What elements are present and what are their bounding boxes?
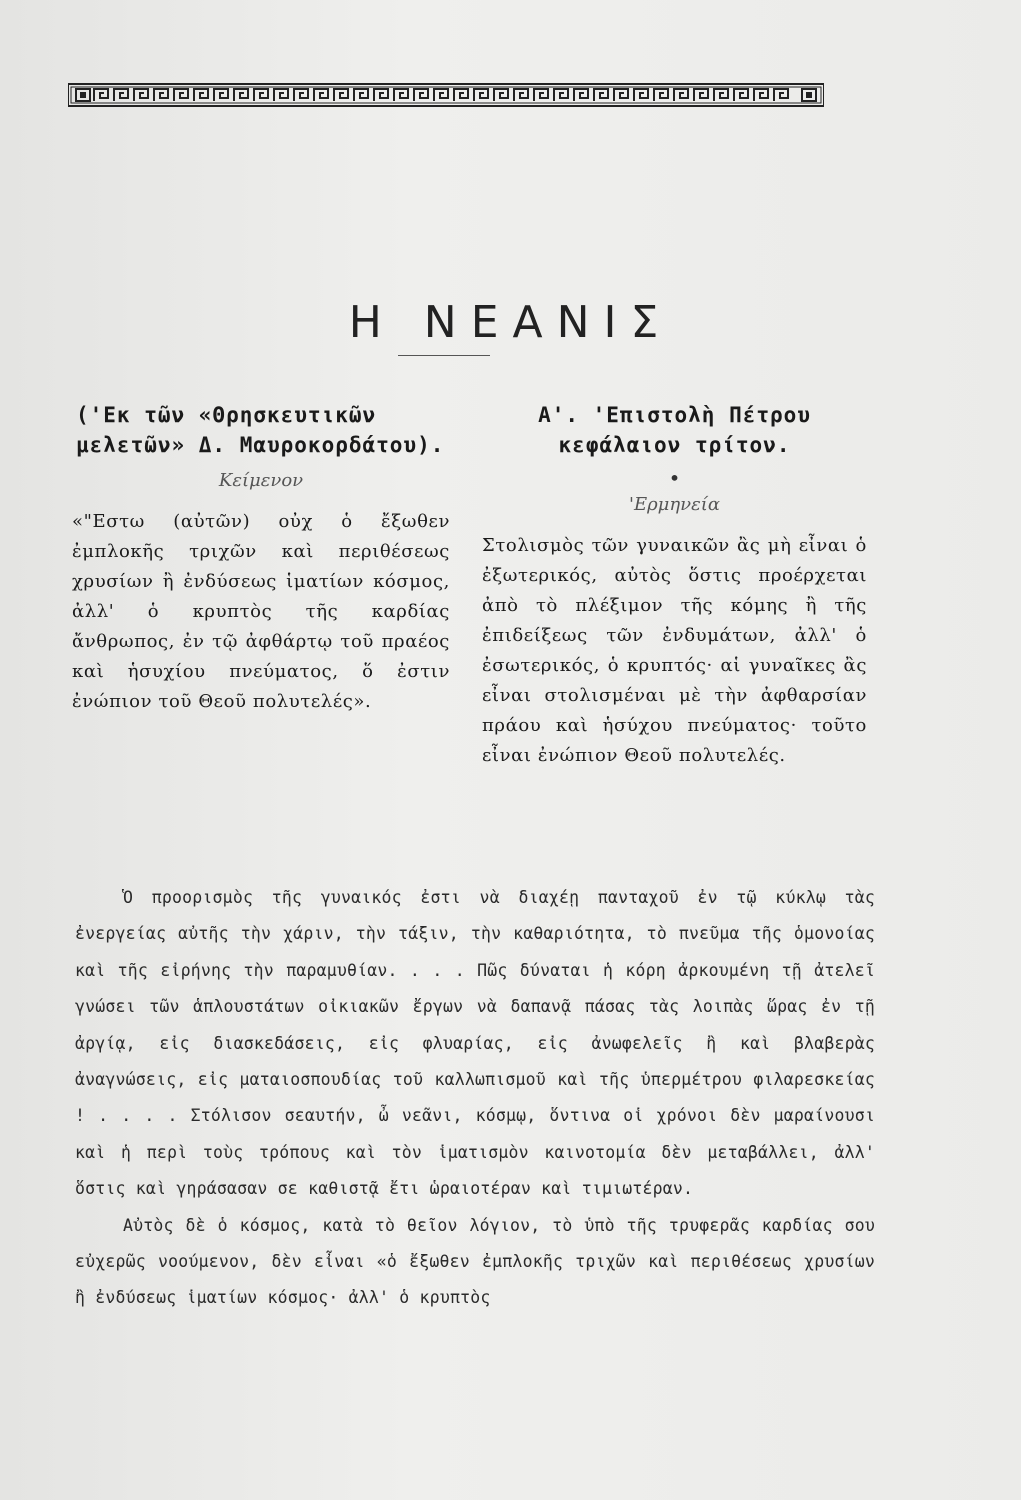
body-paragraph: Αὐτὸς δὲ ὁ κόσμος, κατὰ τὸ θεῖον λόγιον, τὸ ὑπὸ τῆς τρυφερᾶς καρδίας σου εὐχερῶς νοούμενον, δὲν εἶναι «ὁ ἔξωθεν ἐμπλοκῆς τριχῶν καὶ περιθέσεως χρυσίων ἢ ἐνδύσεως ἱματίων κόσμος· ἀλλ' ὁ κρυπτὸς [75,1215,875,1308]
title-divider [398,355,490,356]
left-column-text: «"Εστω (αὐτῶν) οὐχ ὁ ἔξωθεν ἐμπλοκῆς τριχῶν καὶ περιθέσεως χρυσίων ἢ ἐνδύσεως ἱματίων κόσμος, ἀλλ' ὁ κρυπτὸς τῆς καρδίας ἄνθρωπος, ἐν τῷ ἀφθάρτῳ τοῦ πραέος καὶ ἡσυχίου πνεύματος, ὅ ἐστιν ἐνώπιον τοῦ Θεοῦ πολυτελές». [72,511,450,712]
left-column-heading: ('Εκ τῶν «Θρησκευτικῶν μελετῶν» Δ. Μαυροκορδάτου). [76,403,445,457]
page-title: Η ΝΕΑΝΙΣ [348,297,673,349]
left-column-subheading: Κείμενον [218,470,304,491]
right-column-heading: Α'. 'Επιστολὴ Πέτρου κεφάλαιον τρίτον. [538,403,811,457]
main-text [75,880,875,1317]
left-column [72,400,450,717]
ornament-dot: • [668,466,681,490]
right-column-subheading: 'Ερμηνεία [629,494,720,515]
right-column [482,400,867,771]
body-paragraph: Ὁ προορισμὸς τῆς γυναικός ἐστι νὰ διαχέῃ πανταχοῦ ἐν τῷ κύκλῳ τὰς ἐνεργείας αὐτῆς τὴν χάριν, τὴν τάξιν, τὴν καθαριότητα, τὸ πνεῦμα τῆς ὁμονοίας καὶ τῆς εἰρήνης τὴν παραμυθίαν. . . . Πῶς δύναται ἡ κόρη ἀρκουμένη τῇ ἀτελεῖ γνώσει τῶν ἁπλουστάτων οἰκιακῶν ἔργων νὰ δαπανᾷ πάσας τὰς λοιπὰς ὥρας ἐν τῇ ἀργίᾳ, εἰς διασκεδάσεις, εἰς φλυαρίας, εἰς ἀνωφελεῖς ἢ καὶ βλαβερὰς ἀναγνώσεις, εἰς ματαιοσπουδίας τοῦ καλλωπισμοῦ καὶ τῆς ὑπερμέτρου φιλαρεσκείας ! . . . . Στόλισον σεαυτήν, ὦ νεᾶνι, κόσμῳ, ὅντινα οἱ χρόνοι δὲν μαραίνουσι καὶ ἡ περὶ τοὺς τρόπους καὶ τὸν ἱματισμὸν καινοτομία δὲν μεταβάλλει, ἀλλ' ὅστις καὶ γηράσασαν σε καθιστᾷ ἔτι ὡραιοτέραν καὶ τιμιωτέραν. [75,888,875,1199]
greek-key-border-ornament [68,74,824,114]
right-column-text: Στολισμὸς τῶν γυναικῶν ἂς μὴ εἶναι ὁ ἐξωτερικός, αὐτὸς ὅστις προέρχεται ἀπὸ τὸ πλέξιμον τῆς κόμης ἢ τῆς ἐπιδείξεως τῶν ἐνδυμάτων, ἀλλ' ὁ ἐσωτερικός, ὁ κρυπτός· αἱ γυναῖκες ἂς εἶναι στολισμέναι μὲ τὴν ἀφθαρσίαν πράου καὶ ἡσύχου πνεύματος· τοῦτο εἶναι ἐνώπιον Θεοῦ πολυτελές. [482,535,867,766]
meander-path [94,89,788,101]
